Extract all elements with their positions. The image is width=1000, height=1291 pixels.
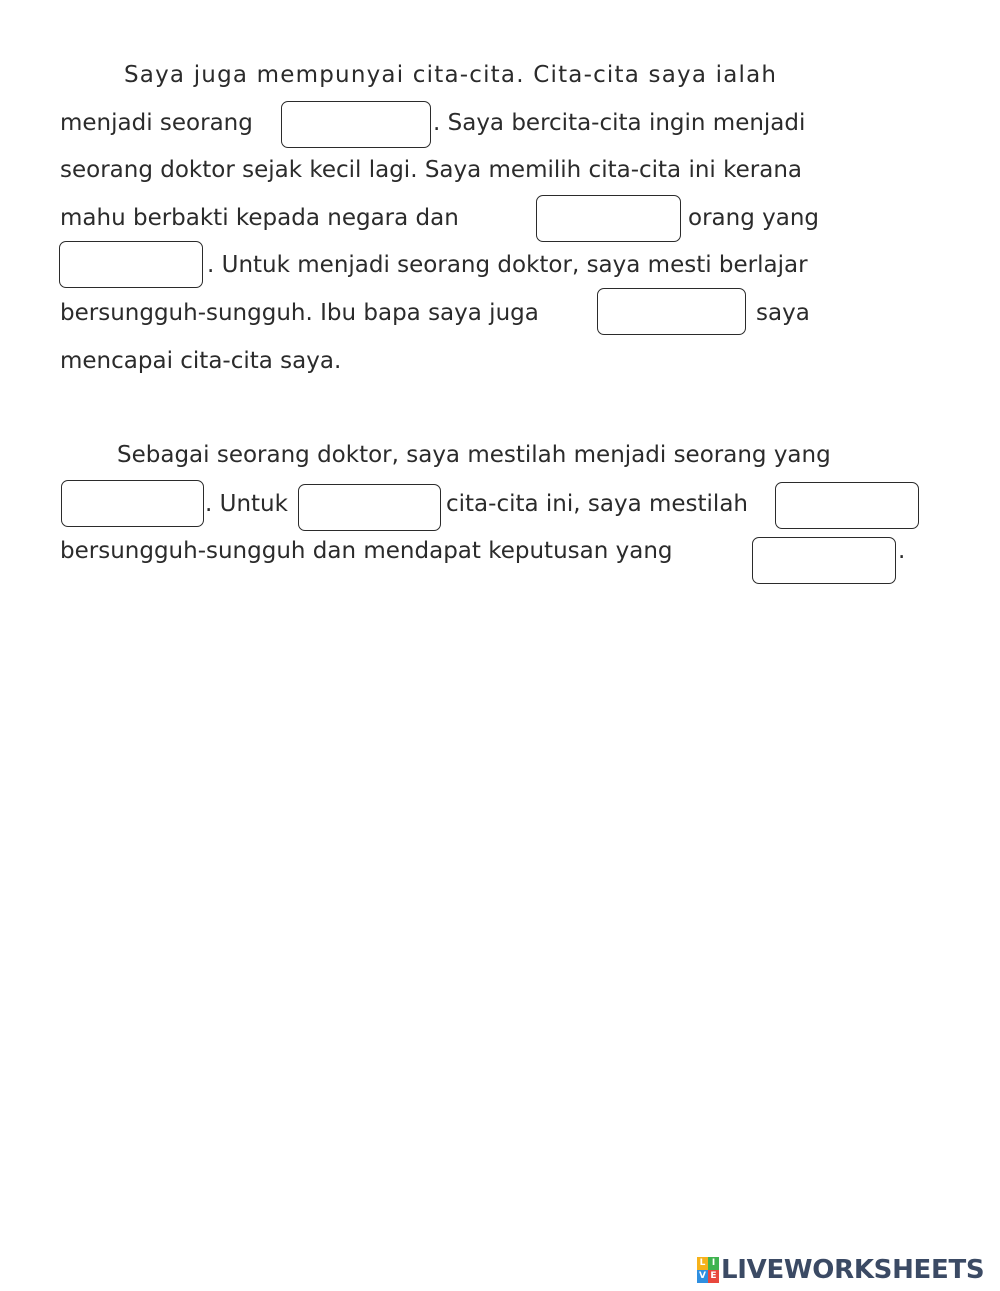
answer-blank-8[interactable]	[752, 537, 896, 584]
logo-letter: V	[697, 1270, 708, 1283]
p1-line4-start: mahu berbakti kepada negara dan	[60, 205, 459, 231]
p1-line4-end: orang yang	[688, 205, 819, 231]
p2-line1: Sebagai seorang doktor, saya mestilah menjadi seorang yang	[117, 442, 831, 468]
logo-letter: L	[697, 1257, 708, 1270]
p1-line6-start: bersungguh-sungguh. Ibu bapa saya juga	[60, 300, 539, 326]
p1-line2-end: . Saya bercita-cita ingin menjadi	[433, 110, 806, 136]
answer-blank-1[interactable]	[281, 101, 431, 148]
liveworksheets-logo[interactable]	[697, 1255, 984, 1285]
p2-line2-mid: . Untuk	[205, 491, 288, 517]
answer-blank-7[interactable]	[775, 482, 919, 529]
p1-line5-end: . Untuk menjadi seorang doktor, saya mesti berlajar	[207, 252, 808, 278]
liveworksheets-mark-icon	[697, 1257, 719, 1283]
answer-blank-3[interactable]	[59, 241, 203, 288]
p1-line2-start: menjadi seorang	[60, 110, 253, 136]
p2-line3-end: .	[898, 538, 906, 564]
answer-blank-6[interactable]	[298, 484, 441, 531]
p1-line6-end: saya	[756, 300, 810, 326]
p2-line3-start: bersungguh-sungguh dan mendapat keputusan yang	[60, 538, 673, 564]
p1-line7: mencapai cita-cita saya.	[60, 348, 342, 374]
p2-line2-end: cita-cita ini, saya mestilah	[446, 491, 748, 517]
answer-blank-4[interactable]	[597, 288, 746, 335]
p1-line3: seorang doktor sejak kecil lagi. Saya memilih cita-cita ini kerana	[60, 157, 802, 183]
logo-letter: E	[708, 1270, 719, 1283]
p1-line1: Saya juga mempunyai cita-cita. Cita-cita saya ialah	[124, 62, 778, 88]
brand-name: LIVEWORKSHEETS	[721, 1255, 985, 1285]
logo-letter: I	[708, 1257, 719, 1270]
answer-blank-5[interactable]	[61, 480, 204, 527]
answer-blank-2[interactable]	[536, 195, 681, 242]
